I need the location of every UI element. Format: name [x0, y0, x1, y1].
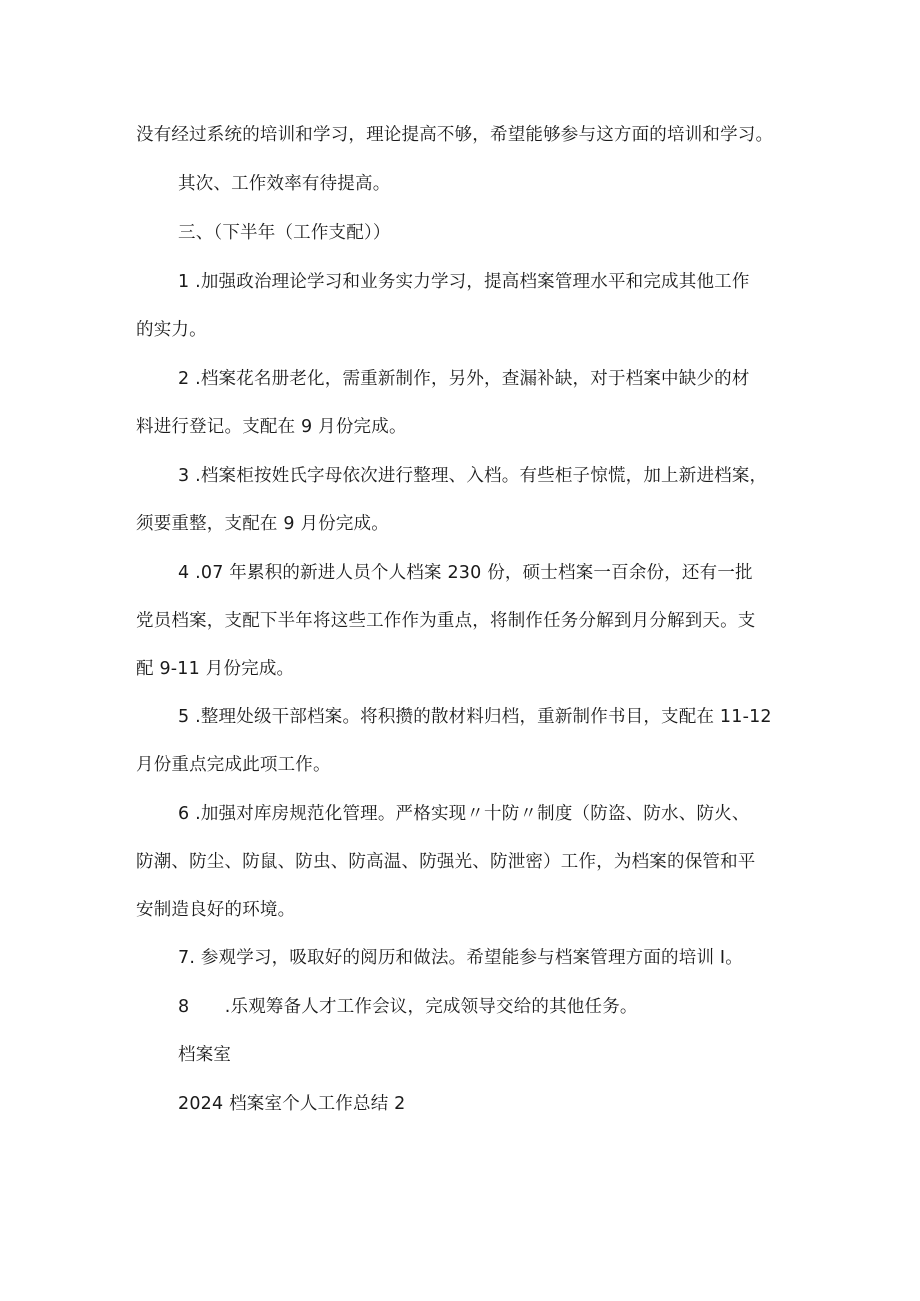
list-item-1: [136, 258, 796, 354]
text-line: 三、（下半年（工作支配））: [178, 223, 391, 243]
text-line: 其次、工作效率有待提高。: [178, 174, 391, 194]
text-line: 档案室: [178, 1045, 232, 1065]
text-line: 料进行登记。支配在 9 月份完成。: [136, 417, 407, 437]
list-item-7: [136, 934, 796, 982]
list-item-4: [136, 549, 796, 693]
paragraph-training-gap: [136, 111, 796, 159]
text-line: 防潮、防尘、防鼠、防虫、防高温、防强光、防泄密）工作，为档案的保管和平: [136, 852, 756, 872]
paragraph-efficiency: [136, 160, 796, 208]
next-document-title: [136, 1080, 796, 1128]
text-line: 1 .加强政治理论学习和业务实力学习，提高档案管理水平和完成其他工作: [178, 272, 750, 292]
signature-archive-office: [136, 1031, 796, 1079]
text-line: 2 .档案花名册老化，需重新制作，另外，查漏补缺，对于档案中缺少的材: [178, 369, 750, 389]
text-line: 5 .整理处级干部档案。将积攒的散材料归档，重新制作书目，支配在 11-12: [178, 707, 772, 727]
list-item-3: [136, 452, 796, 548]
list-item-5: [136, 693, 796, 789]
list-item-6: [136, 790, 796, 934]
text-line: 须要重整，支配在 9 月份完成。: [136, 514, 389, 534]
section-heading-second-half-plan: [136, 209, 796, 257]
text-line: 党员档案，支配下半年将这些工作作为重点，将制作任务分解到月分解到天。支: [136, 611, 756, 631]
text-line: 7. 参观学习，吸取好的阅历和做法。希望能参与档案管理方面的培训 I。: [178, 948, 743, 968]
text-line: 6 .加强对库房规范化管理。严格实现〃十防〃制度（防盗、防水、防火、: [178, 804, 750, 824]
list-item-8: [136, 983, 796, 1031]
text-line: 没有经过系统的培训和学习，理论提高不够，希望能够参与这方面的培训和学习。: [136, 125, 774, 145]
text-line: 安制造良好的环境。: [136, 900, 296, 920]
list-item-2: [136, 355, 796, 451]
text-line: 4 .07 年累积的新进人员个人档案 230 份，硕士档案一百余份，还有一批: [178, 563, 753, 583]
text-line: 3 .档案柜按姓氏字母依次进行整理、入档。有些柜子惊慌，加上新进档案，: [178, 466, 768, 486]
text-line: 配 9-11 月份完成。: [136, 659, 295, 679]
text-line: 月份重点完成此项工作。: [136, 755, 331, 775]
text-line: 的实力。: [136, 320, 207, 340]
text-line: 2024 档案室个人工作总结 2: [178, 1094, 406, 1114]
text-line: 8 .乐观筹备人才工作会议，完成领导交给的其他任务。: [178, 997, 638, 1017]
